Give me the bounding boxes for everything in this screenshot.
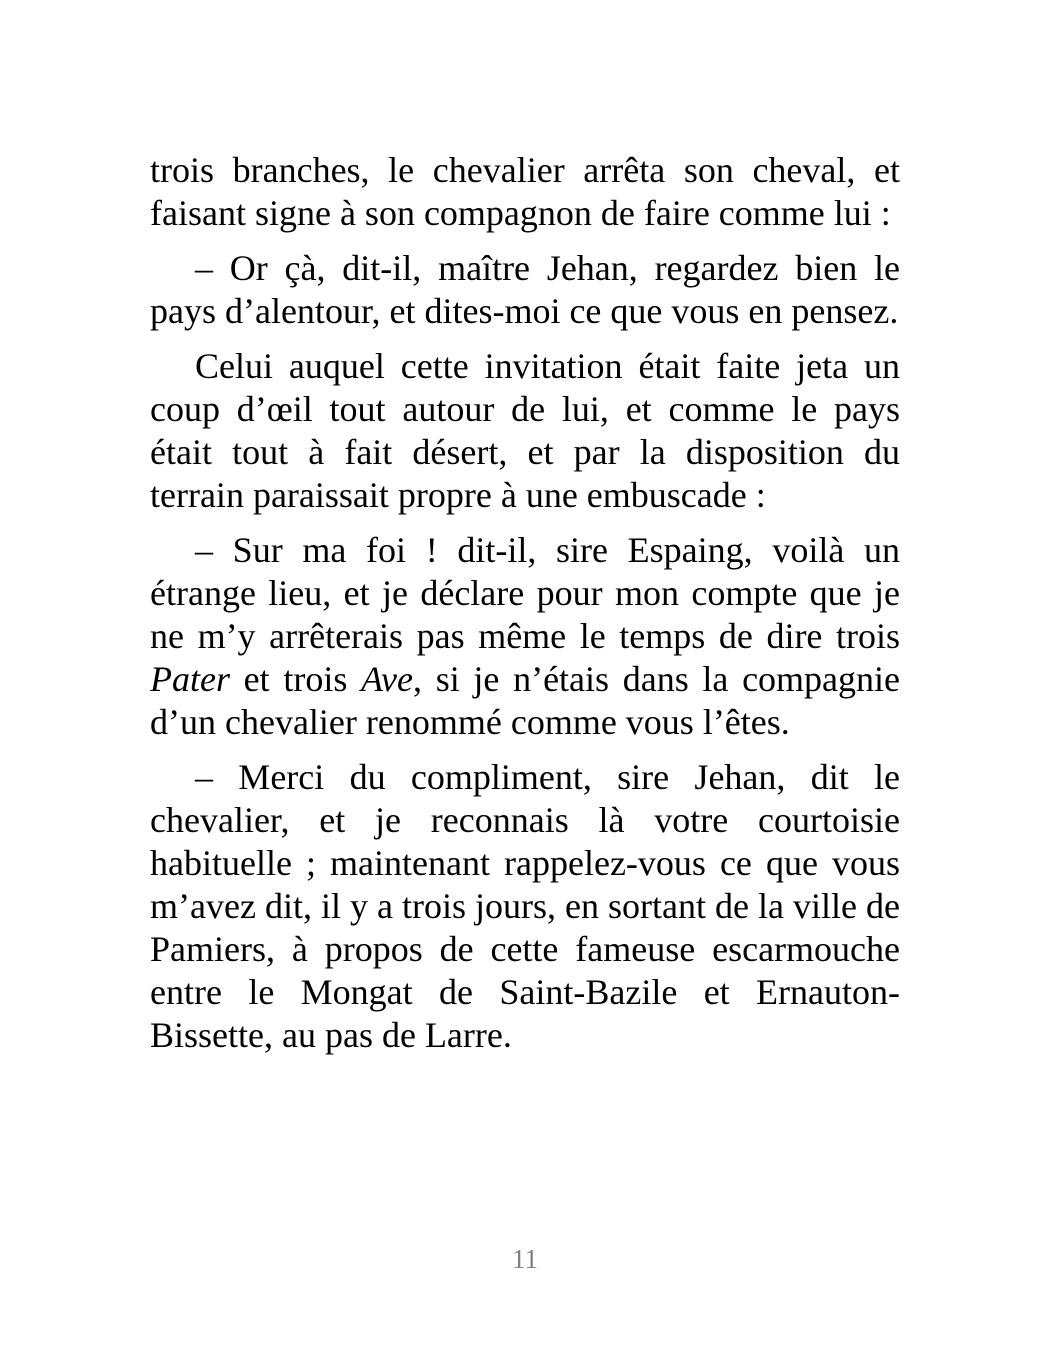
paragraph-5-text: – Merci du compliment, sire Jehan, dit le chevalier, et je reconnais là votre courtoisie habituelle ; maintenant rappelez-vous ce que vous m’avez dit, il y a trois jours, en sortant de la ville de Pamiers, à propos de cette fameuse escarmouche entre le Mongat de Saint-Bazile et Ernauton-Bissette, au pas de Larre. xyxy=(150,757,900,1055)
paragraph-2-text: – Or çà, dit-il, maître Jehan, regardez bien le pays d’alentour, et dites-moi ce que vous en pensez. xyxy=(150,248,900,331)
paragraph-4-italic-ave: Ave xyxy=(361,659,414,699)
page-number: 11 xyxy=(512,1244,538,1274)
paragraph-5 xyxy=(150,756,900,1057)
paragraph-3-text: Celui auquel cette invitation était faite jeta un coup d’œil tout autour de lui, et comme le pays était tout à fait désert, et par la disposition du terrain paraissait propre à une embuscade : xyxy=(150,346,900,515)
paragraph-1-text: trois branches, le chevalier arrêta son cheval, et faisant signe à son compagnon de faire comme lui : xyxy=(150,150,900,233)
paragraph-4-text-c: , si je n’étais dans la compagnie d’un chevalier renommé comme vous l’êtes. xyxy=(150,659,901,742)
paragraph-4-text-b: et trois xyxy=(229,659,362,699)
body-text xyxy=(150,149,900,1069)
paragraph-4 xyxy=(150,529,900,744)
paragraph-2 xyxy=(150,247,900,333)
paragraph-4-italic-pater: Pater xyxy=(150,659,230,699)
paragraph-3 xyxy=(150,345,900,517)
paragraph-4-text-a: – Sur ma foi ! dit-il, sire Espaing, voilà un étrange lieu, et je déclare pour mon compte que je ne m’y arrêterais pas même le temps de dire trois xyxy=(150,530,900,656)
paragraph-1 xyxy=(150,149,900,235)
